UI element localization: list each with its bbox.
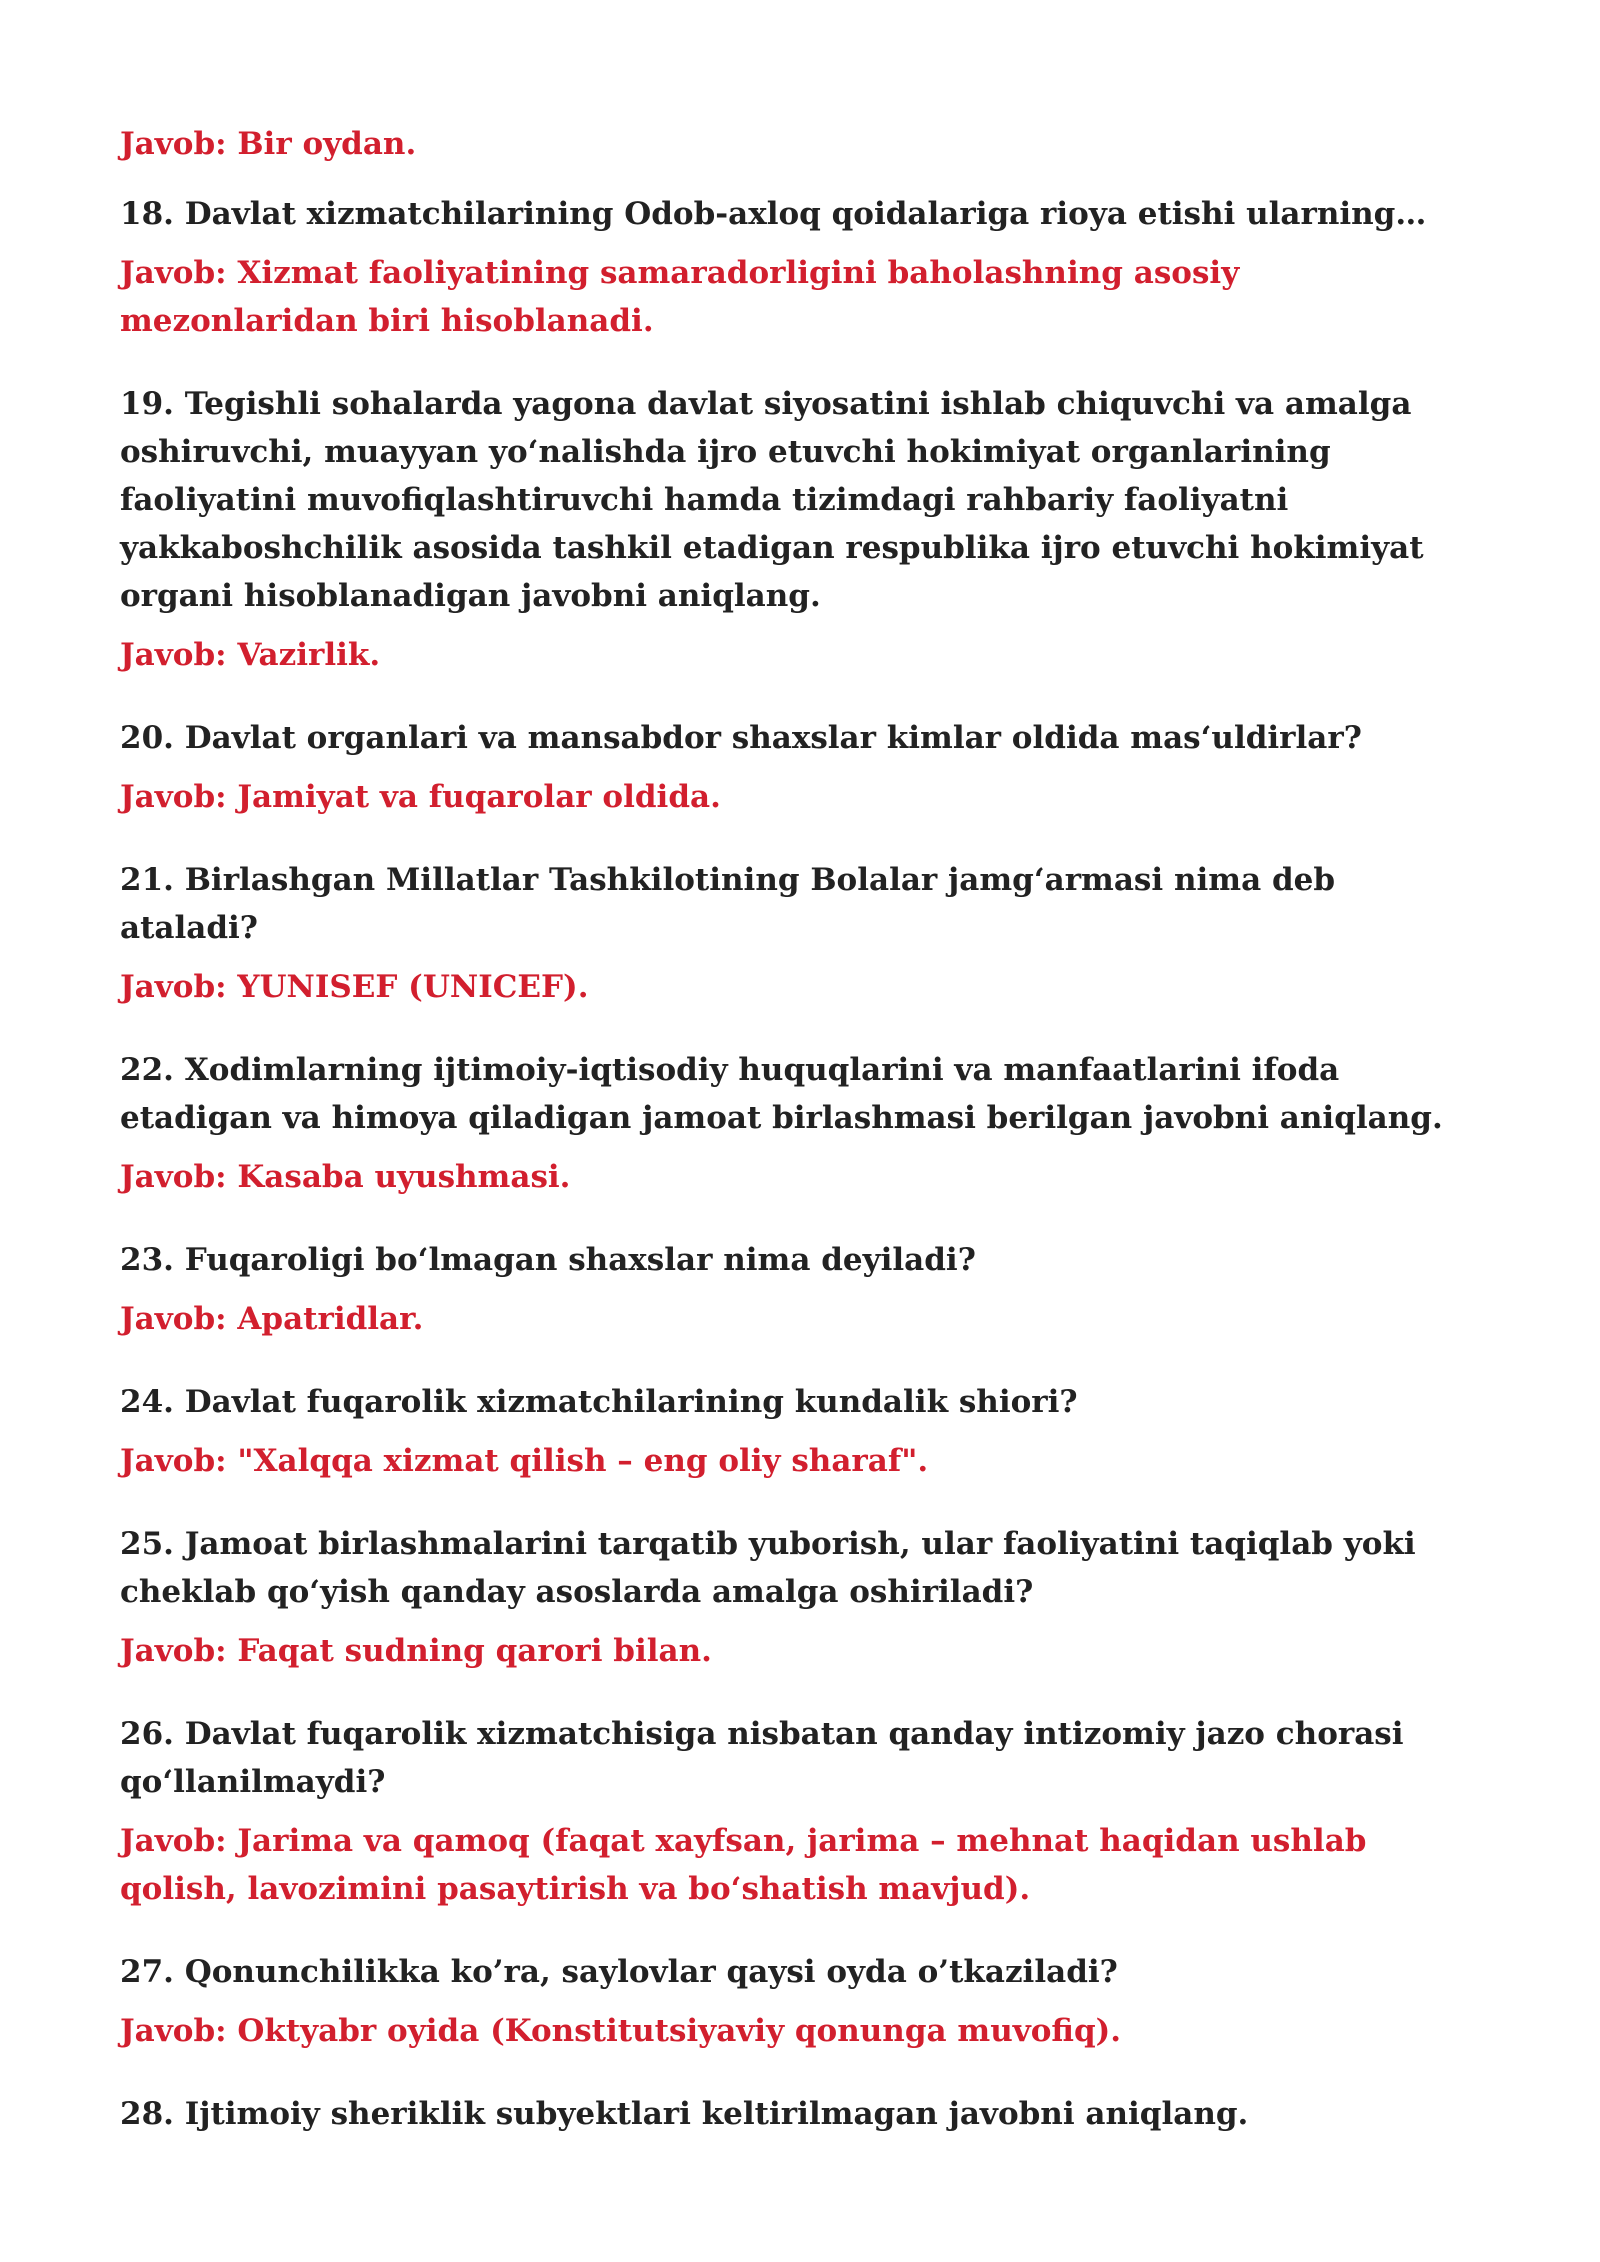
answer-text: Javob: Oktyabr oyida (Konstitutsiyaviy qonunga muvofiq). <box>120 2013 1122 2049</box>
answer-text: Javob: Faqat sudning qarori bilan. <box>120 1633 712 1669</box>
question-text: 24. Davlat fuqarolik xizmatchilarining kundalik shiori? <box>120 1384 1078 1420</box>
answer-text: Javob: Apatridlar. <box>120 1301 424 1337</box>
question-text: 20. Davlat organlari va mansabdor shaxslar kimlar oldida mas‘uldirlar? <box>120 720 1362 756</box>
answer-text: Javob: Vazirlik. <box>120 637 381 673</box>
answer-text: Javob: "Xalqqa xizmat qilish – eng oliy sharaf". <box>120 1443 929 1479</box>
question-text: 23. Fuqaroligi bo‘lmagan shaxslar nima deyiladi? <box>120 1242 976 1278</box>
qa-item-26 <box>120 1710 1465 1913</box>
qa-item-25 <box>120 1520 1465 1675</box>
qa-item-28 <box>120 2090 1465 2138</box>
answer-text: Javob: YUNISEF (UNICEF). <box>120 969 589 1005</box>
question-text: 19. Tegishli sohalarda yagona davlat siyosatini ishlab chiquvchi va amalga oshiruvchi, muayyan yo‘nalishda ijro etuvchi hokimiyat organlarining faoliyatini muvofiqlashtiruvchi hamda tizimdagi rahbariy faoliyatni yakkaboshchilik asosida tashkil etadigan respublika ijro etuvchi hokimiyat organi hisoblanadigan javobni aniqlang. <box>120 386 1424 614</box>
qa-item-23 <box>120 1236 1465 1343</box>
answer-text: Javob: Bir oydan. <box>120 126 417 162</box>
qa-item-24 <box>120 1378 1465 1485</box>
answer-text: Javob: Xizmat faoliyatining samaradorligini baholashning asosiy mezonlaridan biri hisoblanadi. <box>120 255 1240 339</box>
qa-item-19 <box>120 380 1465 679</box>
question-text: 18. Davlat xizmatchilarining Odob-axloq qoidalariga rioya etishi ularning… <box>120 196 1427 232</box>
qa-item-27 <box>120 1948 1465 2055</box>
qa-list <box>120 120 1465 2173</box>
qa-item-21 <box>120 856 1465 1011</box>
answer-text: Javob: Jamiyat va fuqarolar oldida. <box>120 779 721 815</box>
answer-text: Javob: Jarima va qamoq (faqat xayfsan, jarima – mehnat haqidan ushlab qolish, lavozimini pasaytirish va bo‘shatish mavjud). <box>120 1823 1367 1907</box>
question-text: 28. Ijtimoiy sheriklik subyektlari keltirilmagan javobni aniqlang. <box>120 2096 1249 2132</box>
question-text: 25. Jamoat birlashmalarini tarqatib yuborish, ular faoliyatini taqiqlab yoki cheklab qo‘yish qanday asoslarda amalga oshiriladi? <box>120 1526 1416 1610</box>
question-text: 22. Xodimlarning ijtimoiy-iqtisodiy huquqlarini va manfaatlarini ifoda etadigan va himoya qiladigan jamoat birlashmasi berilgan javobni aniqlang. <box>120 1052 1443 1136</box>
question-text: 27. Qonunchilikka ko’ra, saylovlar qaysi oyda o’tkaziladi? <box>120 1954 1118 1990</box>
question-text: 21. Birlashgan Millatlar Tashkilotining Bolalar jamg‘armasi nima deb ataladi? <box>120 862 1336 946</box>
answer-text: Javob: Kasaba uyushmasi. <box>120 1159 571 1195</box>
qa-item-22 <box>120 1046 1465 1201</box>
question-text: 26. Davlat fuqarolik xizmatchisiga nisbatan qanday intizomiy jazo chorasi qo‘llanilmaydi? <box>120 1716 1404 1800</box>
qa-item-20 <box>120 714 1465 821</box>
qa-item-18 <box>120 190 1465 345</box>
